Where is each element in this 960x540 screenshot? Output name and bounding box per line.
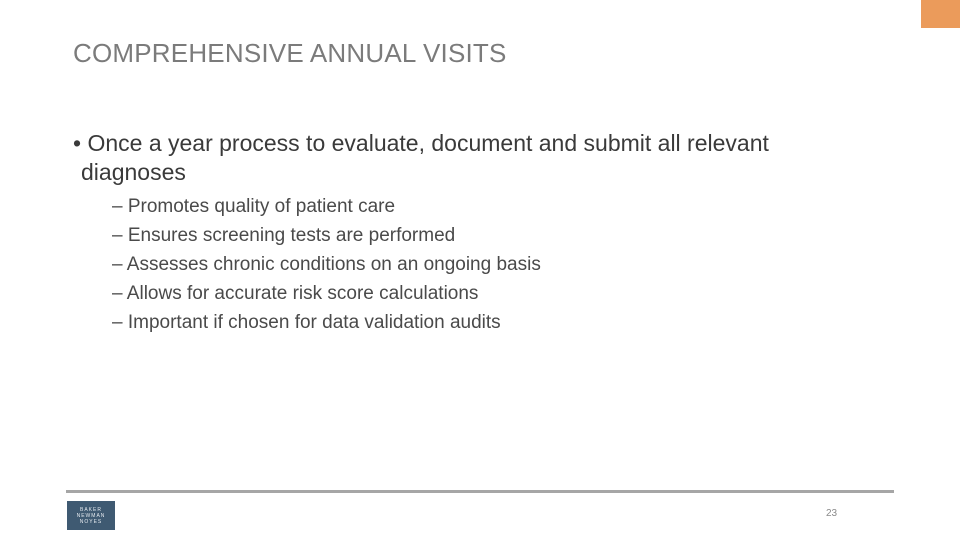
page-number: 23 xyxy=(826,508,838,519)
main-bullet xyxy=(73,129,893,187)
logo-line: NOYES xyxy=(79,518,103,525)
sub-bullet-item: – Ensures screening tests are performed xyxy=(112,225,456,246)
company-logo xyxy=(67,501,115,530)
footer-divider xyxy=(66,490,894,493)
bullet-marker: • xyxy=(73,130,82,156)
main-bullet-line-1 xyxy=(73,129,893,158)
sub-bullet-item: – Promotes quality of patient care xyxy=(112,196,396,217)
sub-bullet-item: – Important if chosen for data validation audits xyxy=(112,312,501,333)
logo-line: BAKER xyxy=(80,506,102,513)
corner-accent-block xyxy=(921,0,960,28)
logo-line: NEWMAN xyxy=(76,512,106,519)
sub-bullet-list xyxy=(112,192,541,337)
sub-bullet-item: – Allows for accurate risk score calculations xyxy=(112,283,479,304)
main-bullet-text-2: diagnoses xyxy=(81,159,186,185)
sub-bullet-item: – Assesses chronic conditions on an ongoing basis xyxy=(112,254,541,275)
slide-title: COMPREHENSIVE ANNUAL VISITS xyxy=(73,38,507,68)
main-bullet-text-1: Once a year process to evaluate, document and submit all relevant xyxy=(87,130,769,156)
